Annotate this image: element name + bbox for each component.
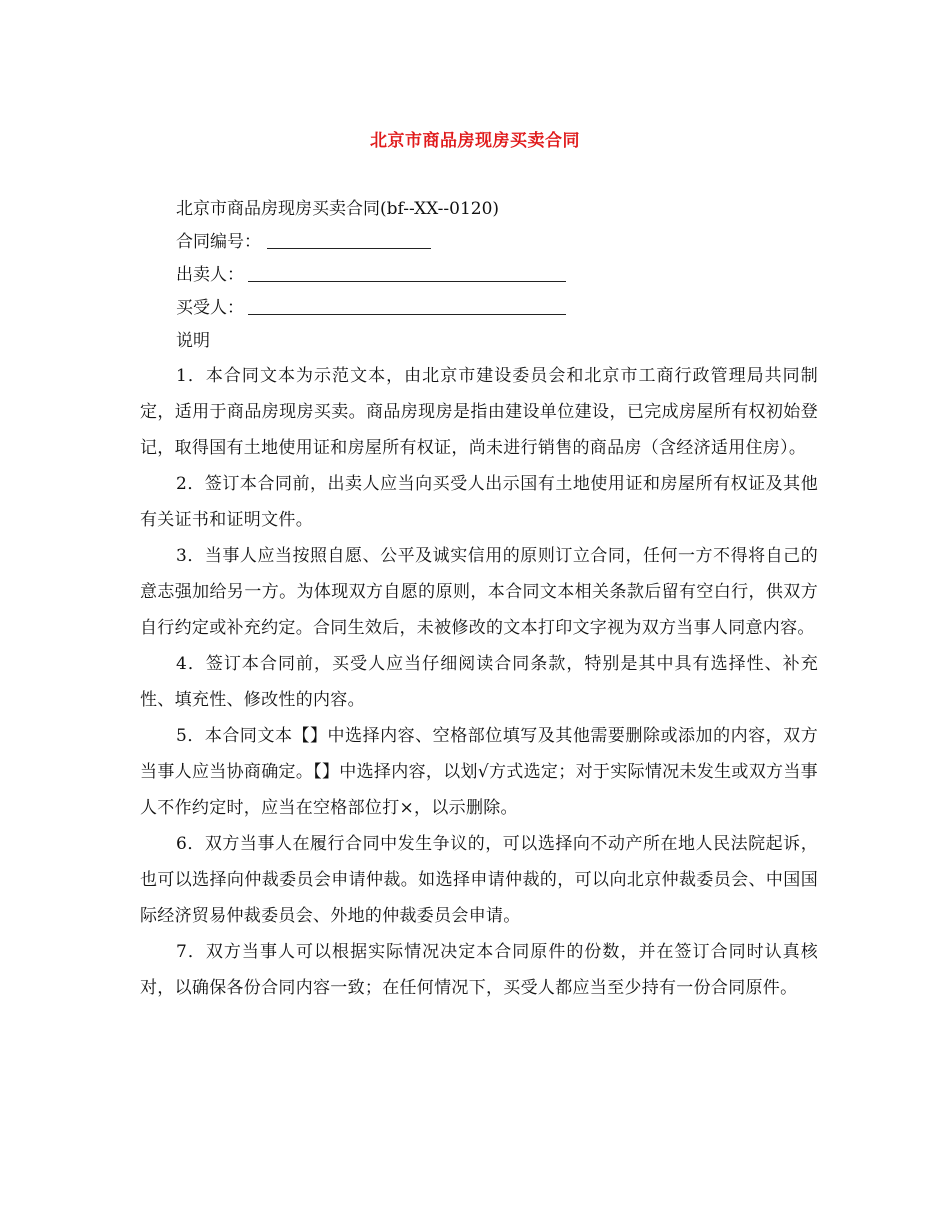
- contract-name: 北京市商品房现房买卖合同(bf--XX--0120): [176, 199, 500, 219]
- contract-number-row: [176, 226, 816, 259]
- seller-row: [176, 259, 816, 292]
- contract-header: [176, 193, 816, 358]
- note-paragraph-2: 2．签订本合同前，出卖人应当向买受人出示国有土地使用证和房屋所有权证及其他有关证书和证明文件。: [140, 474, 818, 530]
- note-paragraph-5: 5．本合同文本【】中选择内容、空格部位填写及其他需要删除或添加的内容，双方当事人应当协商确定。【】中选择内容，以划√方式选定；对于实际情况未发生或双方当事人不作约定时，应当在空格部位打×，以示删除。: [140, 726, 818, 818]
- buyer-row: [176, 292, 816, 325]
- seller-label: 出卖人：: [176, 265, 244, 285]
- notes-heading: 说明: [176, 331, 210, 351]
- note-paragraph-6: 6．双方当事人在履行合同中发生争议的，可以选择向不动产所在地人民法院起诉，也可以选择向仲裁委员会申请仲裁。如选择申请仲裁的，可以向北京仲裁委员会、中国国际经济贸易仲裁委员会、外地的仲裁委员会申请。: [140, 834, 818, 926]
- buyer-label: 买受人：: [176, 298, 244, 318]
- contract-number-blank: [267, 230, 431, 249]
- buyer-blank: [248, 296, 566, 315]
- note-paragraph-3: 3．当事人应当按照自愿、公平及诚实信用的原则订立合同，任何一方不得将自己的意志强加给另一方。为体现双方自愿的原则，本合同文本相关条款后留有空白行，供双方自行约定或补充约定。合同生效后，未被修改的文本打印文字视为双方当事人同意内容。: [140, 546, 818, 638]
- note-paragraph-4: 4．签订本合同前，买受人应当仔细阅读合同条款，特别是其中具有选择性、补充性、填充性、修改性的内容。: [140, 654, 818, 710]
- notes-body: [140, 358, 818, 1006]
- note-paragraph-1: 1．本合同文本为示范文本，由北京市建设委员会和北京市工商行政管理局共同制定，适用于商品房现房买卖。商品房现房是指由建设单位建设，已完成房屋所有权初始登记，取得国有土地使用证和房屋所有权证，尚未进行销售的商品房（含经济适用住房）。: [140, 366, 818, 458]
- note-paragraph-7: 7．双方当事人可以根据实际情况决定本合同原件的份数，并在签订合同时认真核对，以确保各份合同内容一致；在任何情况下，买受人都应当至少持有一份合同原件。: [140, 942, 818, 998]
- document-title: 北京市商品房现房买卖合同: [370, 131, 580, 151]
- contract-number-label: 合同编号：: [176, 232, 261, 252]
- seller-blank: [248, 263, 566, 282]
